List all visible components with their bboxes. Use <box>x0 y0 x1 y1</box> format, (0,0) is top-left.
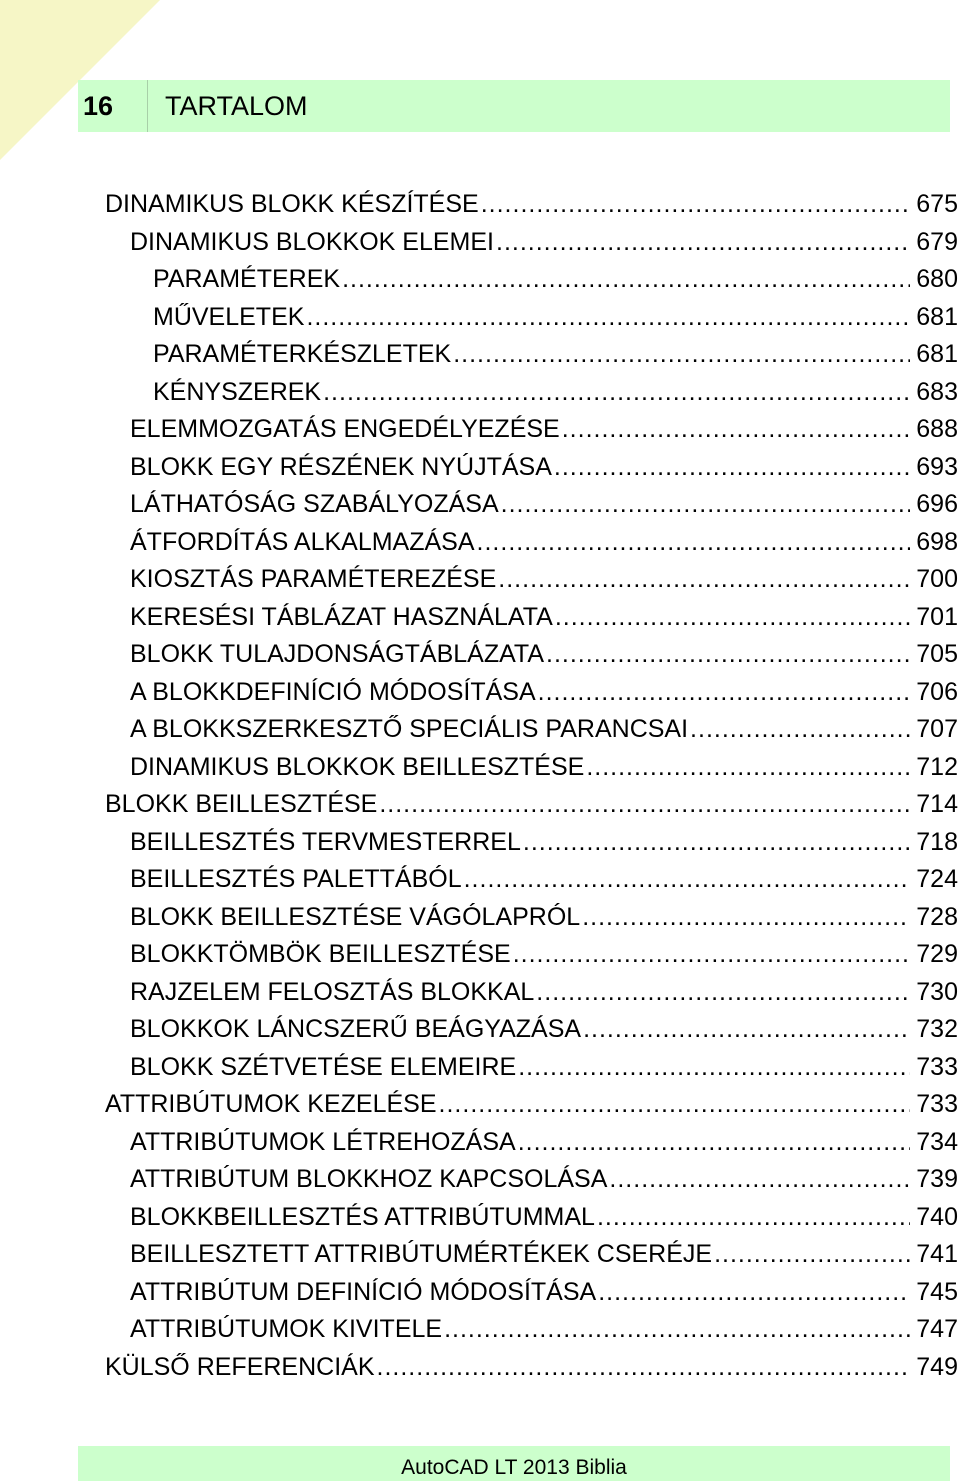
toc-entry[interactable] <box>105 1274 958 1312</box>
toc-entry-title: ATTRIBÚTUMOK KEZELÉSE <box>105 1090 437 1119</box>
toc-entry-page: 718 <box>916 827 958 856</box>
toc-entry-title: DINAMIKUS BLOKKOK BEILLESZTÉSE <box>130 752 585 781</box>
toc-entry-title: DINAMIKUS BLOKKOK ELEMEI <box>130 227 494 256</box>
toc-entry-title: LÁTHATÓSÁG SZABÁLYOZÁSA <box>130 490 499 519</box>
toc-entry[interactable] <box>105 861 958 899</box>
toc-entry[interactable] <box>105 411 958 449</box>
toc-entry-title: ATTRIBÚTUMOK LÉTREHOZÁSA <box>130 1127 516 1156</box>
toc-entry-title: RAJZELEM FELOSZTÁS BLOKKAL <box>130 977 535 1006</box>
toc-dot-leader <box>498 565 910 594</box>
toc-dot-leader <box>306 303 910 332</box>
toc-entry-page: 733 <box>916 1090 958 1119</box>
toc-entry[interactable] <box>105 1199 958 1237</box>
toc-entry-page: 740 <box>916 1202 958 1231</box>
toc-entry-title: KIOSZTÁS PARAMÉTEREZÉSE <box>130 565 497 594</box>
toc-entry-title: ELEMMOZGATÁS ENGEDÉLYEZÉSE <box>130 415 560 444</box>
toc-dot-leader <box>598 1278 910 1307</box>
toc-dot-leader <box>518 1128 911 1157</box>
toc-dot-leader <box>714 1240 910 1269</box>
toc-dot-leader <box>536 978 910 1007</box>
toc-entry-page: 679 <box>916 227 958 256</box>
toc-entry-title: A BLOKKSZERKESZTŐ SPECIÁLIS PARANCSAI <box>130 715 689 744</box>
toc-entry-page: 732 <box>916 1015 958 1044</box>
toc-entry-page: 706 <box>916 677 958 706</box>
toc-dot-leader <box>518 1053 910 1082</box>
toc-entry-page: 700 <box>916 565 958 594</box>
toc-entry-title: BLOKK TULAJDONSÁGTÁBLÁZATA <box>130 640 545 669</box>
toc-dot-leader <box>546 640 910 669</box>
toc-dot-leader <box>439 1090 911 1119</box>
toc-dot-leader <box>477 528 911 557</box>
toc-entry-title: BLOKKBEILLESZTÉS ATTRIBÚTUMMAL <box>130 1202 595 1231</box>
toc-dot-leader <box>562 415 911 444</box>
toc-entry[interactable] <box>105 1011 958 1049</box>
toc-entry-page: 683 <box>916 377 958 406</box>
toc-entry[interactable] <box>105 299 958 337</box>
toc-entry[interactable] <box>105 1124 958 1162</box>
page-number: 16 <box>78 80 148 132</box>
toc-entry-page: 698 <box>916 527 958 556</box>
toc-dot-leader <box>583 1015 910 1044</box>
toc-entry[interactable] <box>105 749 958 787</box>
toc-entry[interactable] <box>105 1236 958 1274</box>
toc-entry[interactable] <box>105 711 958 749</box>
toc-dot-leader <box>379 790 910 819</box>
toc-entry[interactable] <box>105 899 958 937</box>
toc-entry[interactable] <box>105 1349 958 1387</box>
toc-entry-title: KERESÉSI TÁBLÁZAT HASZNÁLATA <box>130 602 553 631</box>
chapter-title: TARTALOM <box>165 90 308 121</box>
book-title: AutoCAD LT 2013 Biblia <box>401 1455 627 1479</box>
toc-dot-leader <box>523 828 910 857</box>
toc-dot-leader <box>586 753 910 782</box>
toc-entry-title: BLOKK BEILLESZTÉSE <box>105 790 378 819</box>
toc-entry-page: 739 <box>916 1165 958 1194</box>
toc-entry-title: ÁTFORDÍTÁS ALKALMAZÁSA <box>130 527 475 556</box>
toc-dot-leader <box>496 228 910 257</box>
toc-dot-leader <box>377 1353 911 1382</box>
toc-entry-title: DINAMIKUS BLOKK KÉSZÍTÉSE <box>105 190 479 219</box>
table-of-contents <box>105 186 958 1386</box>
toc-entry-page: 741 <box>916 1240 958 1269</box>
toc-entry-page: 680 <box>916 265 958 294</box>
toc-dot-leader <box>597 1203 910 1232</box>
toc-entry[interactable] <box>105 786 958 824</box>
toc-dot-leader <box>609 1165 910 1194</box>
toc-entry[interactable] <box>105 186 958 224</box>
toc-entry-title: ATTRIBÚTUMOK KIVITELE <box>130 1315 443 1344</box>
toc-entry[interactable] <box>105 974 958 1012</box>
toc-entry-page: 734 <box>916 1127 958 1156</box>
toc-dot-leader <box>554 453 910 482</box>
toc-entry[interactable] <box>105 1086 958 1124</box>
toc-entry[interactable] <box>105 524 958 562</box>
toc-entry-page: 749 <box>916 1352 958 1381</box>
toc-entry-page: 745 <box>916 1277 958 1306</box>
toc-dot-leader <box>453 340 910 369</box>
toc-entry-page: 712 <box>916 752 958 781</box>
toc-entry-page: 688 <box>916 415 958 444</box>
toc-entry[interactable] <box>105 561 958 599</box>
toc-dot-leader <box>582 903 910 932</box>
toc-entry-page: 729 <box>916 940 958 969</box>
toc-entry[interactable] <box>105 374 958 412</box>
toc-entry-page: 705 <box>916 640 958 669</box>
toc-dot-leader <box>555 603 910 632</box>
toc-dot-leader <box>690 715 910 744</box>
toc-entry-page: 675 <box>916 190 958 219</box>
toc-entry[interactable] <box>105 1161 958 1199</box>
toc-entry-page: 696 <box>916 490 958 519</box>
toc-entry-page: 693 <box>916 452 958 481</box>
toc-entry-title: BEILLESZTETT ATTRIBÚTUMÉRTÉKEK CSERÉJE <box>130 1240 713 1269</box>
toc-entry[interactable] <box>105 636 958 674</box>
toc-dot-leader <box>464 865 911 894</box>
toc-entry-page: 701 <box>916 602 958 631</box>
toc-entry-title: BLOKKOK LÁNCSZERŰ BEÁGYAZÁSA <box>130 1015 582 1044</box>
toc-entry-title: BLOKK EGY RÉSZÉNEK NYÚJTÁSA <box>130 452 552 481</box>
toc-dot-leader <box>323 378 910 407</box>
toc-entry-title: A BLOKKDEFINÍCIÓ MÓDOSÍTÁSA <box>130 677 536 706</box>
toc-entry-title: BLOKK BEILLESZTÉSE VÁGÓLAPRÓL <box>130 902 581 931</box>
toc-dot-leader <box>501 490 911 519</box>
toc-entry-page: 681 <box>916 340 958 369</box>
toc-entry-title: PARAMÉTEREK <box>153 265 341 294</box>
toc-entry[interactable] <box>105 674 958 712</box>
toc-entry-title: BEILLESZTÉS TERVMESTERREL <box>130 827 521 856</box>
toc-entry[interactable] <box>105 936 958 974</box>
toc-entry[interactable] <box>105 224 958 262</box>
toc-entry-page: 714 <box>916 790 958 819</box>
toc-entry[interactable] <box>105 1049 958 1087</box>
toc-entry-page: 733 <box>916 1052 958 1081</box>
toc-entry-title: KÜLSŐ REFERENCIÁK <box>105 1352 375 1381</box>
toc-entry-title: PARAMÉTERKÉSZLETEK <box>153 340 452 369</box>
toc-dot-leader <box>538 678 911 707</box>
toc-entry-page: 681 <box>916 302 958 331</box>
toc-entry[interactable] <box>105 336 958 374</box>
toc-entry[interactable] <box>105 1311 958 1349</box>
toc-dot-leader <box>444 1315 910 1344</box>
toc-entry-page: 707 <box>916 715 958 744</box>
toc-entry-page: 724 <box>916 865 958 894</box>
toc-entry-title: MŰVELETEK <box>153 302 305 331</box>
page-footer <box>78 1446 950 1481</box>
toc-entry-title: BLOKKTÖMBÖK BEILLESZTÉSE <box>130 940 511 969</box>
toc-dot-leader <box>481 190 911 219</box>
toc-entry-title: BLOKK SZÉTVETÉSE ELEMEIRE <box>130 1052 517 1081</box>
toc-dot-leader <box>513 940 911 969</box>
toc-entry[interactable] <box>105 261 958 299</box>
toc-entry-title: KÉNYSZEREK <box>153 377 322 406</box>
toc-entry-title: ATTRIBÚTUM DEFINÍCIÓ MÓDOSÍTÁSA <box>130 1277 597 1306</box>
toc-entry-title: BEILLESZTÉS PALETTÁBÓL <box>130 865 462 894</box>
toc-entry-page: 730 <box>916 977 958 1006</box>
toc-entry-page: 747 <box>916 1315 958 1344</box>
toc-entry-page: 728 <box>916 902 958 931</box>
toc-entry-title: ATTRIBÚTUM BLOKKHOZ KAPCSOLÁSA <box>130 1165 608 1194</box>
toc-dot-leader <box>342 265 910 294</box>
toc-entry[interactable] <box>105 824 958 862</box>
toc-entry[interactable] <box>105 599 958 637</box>
page-header <box>78 80 950 132</box>
toc-entry[interactable] <box>105 486 958 524</box>
toc-entry[interactable] <box>105 449 958 487</box>
